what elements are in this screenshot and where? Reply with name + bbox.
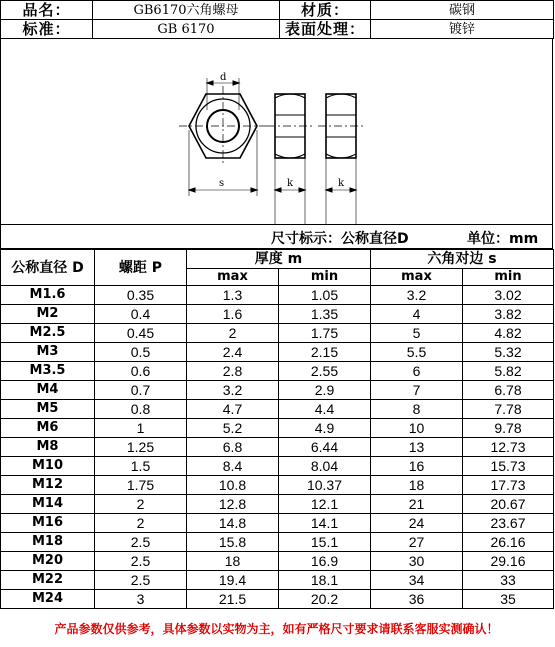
table-row xyxy=(1,552,554,571)
cell-s-max: 30 xyxy=(371,552,463,571)
dimension-table xyxy=(0,249,554,609)
col-header-pitch: 螺距 P xyxy=(95,250,187,286)
cell-m-max: 18 xyxy=(187,552,279,571)
cell-m-min: 8.04 xyxy=(279,457,371,476)
cell-s-min: 26.16 xyxy=(463,533,554,552)
cell-m-min: 2.15 xyxy=(279,343,371,362)
cell-s-min: 5.32 xyxy=(463,343,554,362)
cell-m-max: 4.7 xyxy=(187,400,279,419)
unit-label: 单位：mm xyxy=(467,231,539,247)
cell-m-max: 2.4 xyxy=(187,343,279,362)
info-row-1 xyxy=(1,1,554,20)
cell-size: M16 xyxy=(1,514,95,533)
cell-s-max: 5.5 xyxy=(371,343,463,362)
cell-s-min: 17.73 xyxy=(463,476,554,495)
cell-m-min: 10.37 xyxy=(279,476,371,495)
cell-size: M10 xyxy=(1,457,95,476)
cell-pitch: 2.5 xyxy=(95,533,187,552)
cell-s-max: 13 xyxy=(371,438,463,457)
cell-s-min: 12.73 xyxy=(463,438,554,457)
cell-s-max: 3.2 xyxy=(371,286,463,305)
col-header-thickness-min: min xyxy=(279,269,371,286)
cell-pitch: 1 xyxy=(95,419,187,438)
k-dimension-label-2: k xyxy=(338,178,345,189)
product-info-table xyxy=(0,0,554,39)
cell-m-min: 14.1 xyxy=(279,514,371,533)
col-header-thickness-max: max xyxy=(187,269,279,286)
cell-s-min: 29.16 xyxy=(463,552,554,571)
cell-m-max: 19.4 xyxy=(187,571,279,590)
cell-m-min: 6.44 xyxy=(279,438,371,457)
cell-m-min: 4.4 xyxy=(279,400,371,419)
cell-m-max: 8.4 xyxy=(187,457,279,476)
cell-m-min: 20.2 xyxy=(279,590,371,609)
cell-size: M14 xyxy=(1,495,95,514)
cell-m-min: 12.1 xyxy=(279,495,371,514)
cell-m-max: 3.2 xyxy=(187,381,279,400)
cell-s-min: 7.78 xyxy=(463,400,554,419)
product-name-value: GB6170六角螺母 xyxy=(93,1,280,20)
cell-s-max: 34 xyxy=(371,571,463,590)
cell-s-min: 15.73 xyxy=(463,457,554,476)
cell-pitch: 3 xyxy=(95,590,187,609)
cell-size: M6 xyxy=(1,419,95,438)
col-header-size: 公称直径 D xyxy=(1,250,95,286)
cell-m-max: 6.8 xyxy=(187,438,279,457)
table-header-row xyxy=(1,250,554,269)
cell-s-max: 6 xyxy=(371,362,463,381)
table-row xyxy=(1,590,554,609)
cell-s-max: 18 xyxy=(371,476,463,495)
cell-s-min: 3.02 xyxy=(463,286,554,305)
dimension-note: 尺寸标示：公称直径D xyxy=(271,231,409,247)
cell-s-min: 4.82 xyxy=(463,324,554,343)
cell-pitch: 0.7 xyxy=(95,381,187,400)
cell-pitch: 0.8 xyxy=(95,400,187,419)
cell-m-min: 15.1 xyxy=(279,533,371,552)
nut-drawing-panel xyxy=(0,38,553,225)
cell-m-max: 1.6 xyxy=(187,305,279,324)
cell-pitch: 0.35 xyxy=(95,286,187,305)
table-row xyxy=(1,419,554,438)
table-row xyxy=(1,495,554,514)
cell-pitch: 2.5 xyxy=(95,552,187,571)
table-row xyxy=(1,514,554,533)
cell-pitch: 0.4 xyxy=(95,305,187,324)
table-row xyxy=(1,381,554,400)
cell-s-min: 3.82 xyxy=(463,305,554,324)
surface-treatment-value: 镀锌 xyxy=(371,20,554,39)
cell-s-max: 8 xyxy=(371,400,463,419)
cell-s-min: 5.82 xyxy=(463,362,554,381)
info-row-2 xyxy=(1,20,554,39)
k-dimension-label-1: k xyxy=(287,178,294,189)
cell-pitch: 2 xyxy=(95,495,187,514)
cell-s-min: 33 xyxy=(463,571,554,590)
cell-s-max: 7 xyxy=(371,381,463,400)
cell-pitch: 1.75 xyxy=(95,476,187,495)
cell-m-min: 1.35 xyxy=(279,305,371,324)
cell-pitch: 0.5 xyxy=(95,343,187,362)
cell-size: M1.6 xyxy=(1,286,95,305)
table-row xyxy=(1,533,554,552)
product-name-label: 品名： xyxy=(1,1,93,20)
cell-size: M4 xyxy=(1,381,95,400)
col-header-across-flats: 六角对边 s xyxy=(371,250,554,269)
cell-m-min: 18.1 xyxy=(279,571,371,590)
cell-s-min: 6.78 xyxy=(463,381,554,400)
cell-m-max: 10.8 xyxy=(187,476,279,495)
standard-label: 标准： xyxy=(1,20,93,39)
table-row xyxy=(1,476,554,495)
cell-size: M2.5 xyxy=(1,324,95,343)
nut-side-view-2 xyxy=(318,94,366,224)
hex-nut-technical-drawing xyxy=(1,38,552,224)
cell-s-max: 16 xyxy=(371,457,463,476)
cell-s-max: 21 xyxy=(371,495,463,514)
cell-m-max: 15.8 xyxy=(187,533,279,552)
cell-pitch: 2.5 xyxy=(95,571,187,590)
cell-pitch: 1.25 xyxy=(95,438,187,457)
cell-m-min: 4.9 xyxy=(279,419,371,438)
cell-s-max: 10 xyxy=(371,419,463,438)
cell-s-max: 36 xyxy=(371,590,463,609)
table-row xyxy=(1,286,554,305)
cell-m-max: 12.8 xyxy=(187,495,279,514)
table-row xyxy=(1,438,554,457)
cell-s-min: 35 xyxy=(463,590,554,609)
standard-value: GB 6170 xyxy=(93,20,280,39)
cell-s-min: 9.78 xyxy=(463,419,554,438)
cell-size: M2 xyxy=(1,305,95,324)
cell-m-max: 2.8 xyxy=(187,362,279,381)
col-header-across-max: max xyxy=(371,269,463,286)
table-row xyxy=(1,324,554,343)
cell-s-max: 27 xyxy=(371,533,463,552)
cell-m-min: 16.9 xyxy=(279,552,371,571)
cell-s-min: 23.67 xyxy=(463,514,554,533)
table-row xyxy=(1,343,554,362)
material-value: 碳钢 xyxy=(371,1,554,20)
cell-size: M5 xyxy=(1,400,95,419)
dimension-unit-line xyxy=(0,224,553,249)
cell-m-min: 2.9 xyxy=(279,381,371,400)
table-row xyxy=(1,305,554,324)
cell-m-max: 1.3 xyxy=(187,286,279,305)
cell-pitch: 0.45 xyxy=(95,324,187,343)
cell-m-max: 14.8 xyxy=(187,514,279,533)
cell-m-max: 21.5 xyxy=(187,590,279,609)
cell-size: M24 xyxy=(1,590,95,609)
cell-size: M3.5 xyxy=(1,362,95,381)
cell-s-max: 5 xyxy=(371,324,463,343)
surface-treatment-label: 表面处理： xyxy=(280,20,371,39)
cell-size: M20 xyxy=(1,552,95,571)
cell-m-max: 5.2 xyxy=(187,419,279,438)
cell-size: M18 xyxy=(1,533,95,552)
cell-s-max: 4 xyxy=(371,305,463,324)
col-header-across-min: min xyxy=(463,269,554,286)
table-row xyxy=(1,362,554,381)
cell-pitch: 2 xyxy=(95,514,187,533)
col-header-thickness: 厚度 m xyxy=(187,250,371,269)
cell-pitch: 1.5 xyxy=(95,457,187,476)
cell-size: M12 xyxy=(1,476,95,495)
table-row xyxy=(1,400,554,419)
disclaimer-note: 产品参数仅供参考，具体参数以实物为主，如有严格尺寸要求请联系客服实测确认！ xyxy=(54,622,499,636)
nut-side-view-1 xyxy=(267,94,315,224)
cell-pitch: 0.6 xyxy=(95,362,187,381)
d-dimension-label: d xyxy=(220,72,227,83)
cell-m-min: 1.05 xyxy=(279,286,371,305)
cell-s-max: 24 xyxy=(371,514,463,533)
cell-m-min: 2.55 xyxy=(279,362,371,381)
cell-size: M8 xyxy=(1,438,95,457)
s-dimension-label: s xyxy=(219,178,225,189)
table-row xyxy=(1,457,554,476)
material-label: 材质： xyxy=(280,1,371,20)
cell-size: M22 xyxy=(1,571,95,590)
cell-size: M3 xyxy=(1,343,95,362)
cell-m-max: 2 xyxy=(187,324,279,343)
cell-s-min: 20.67 xyxy=(463,495,554,514)
table-row xyxy=(1,571,554,590)
cell-m-min: 1.75 xyxy=(279,324,371,343)
